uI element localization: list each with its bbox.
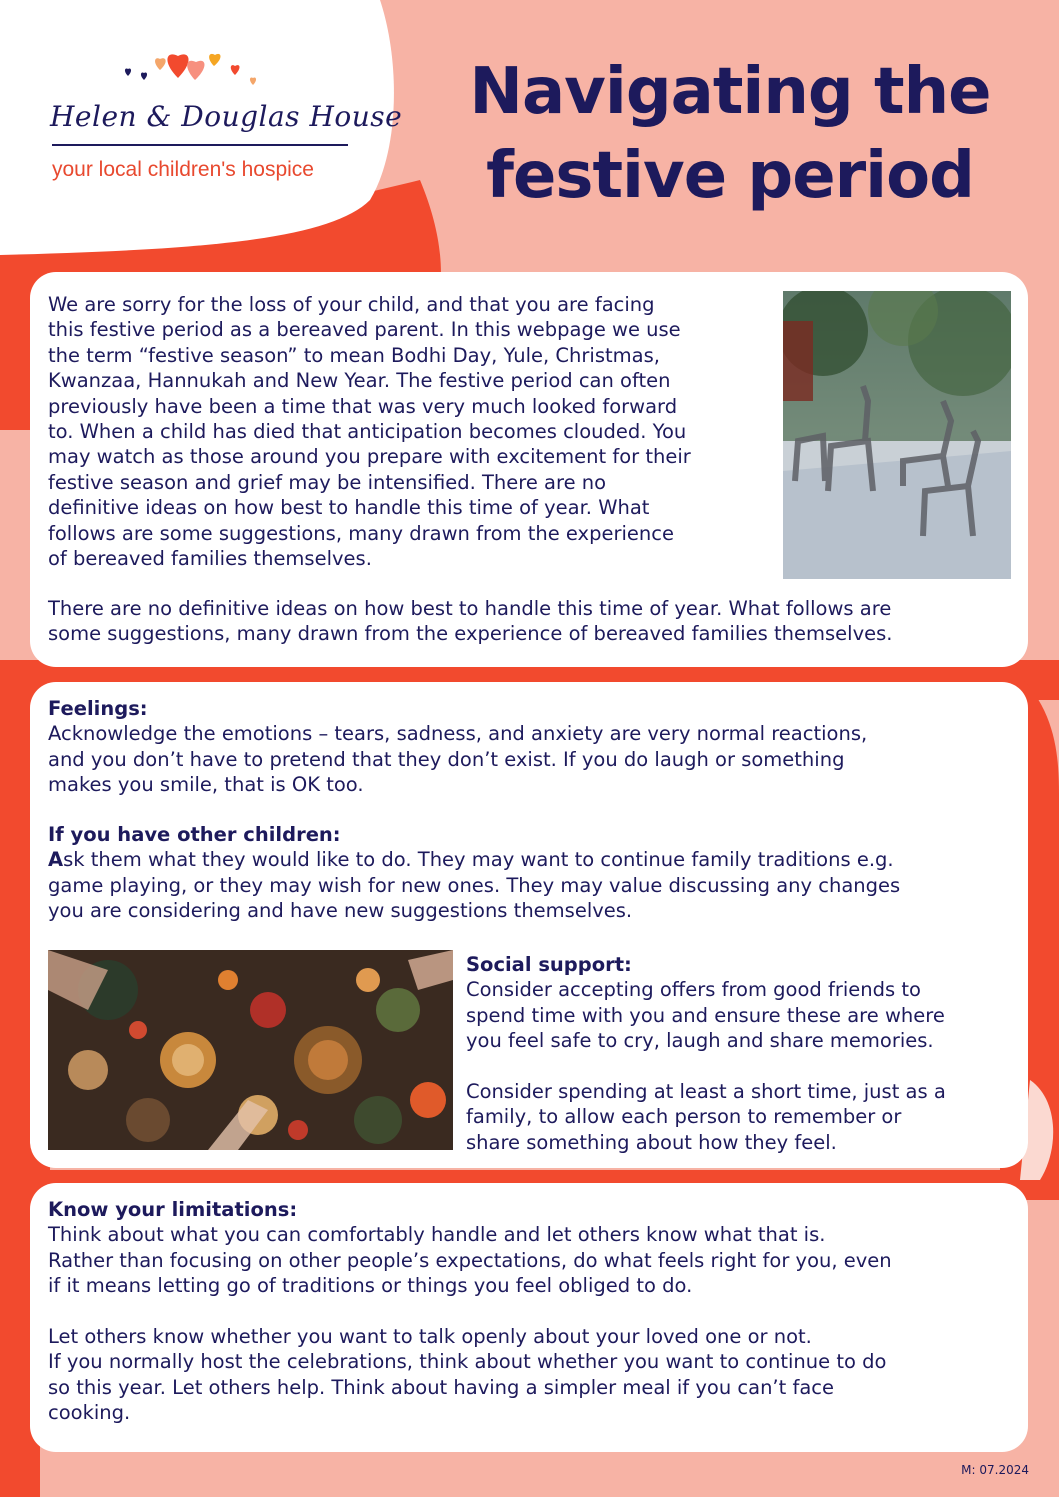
- other-children-section: [48, 822, 1018, 924]
- social-support-line: Consider spending at least a short time, just as a: [466, 1080, 946, 1104]
- other-children-line: you are considering and have new suggestions themselves.: [48, 899, 633, 923]
- intro-line: There are no definitive ideas on how best to handle this time of year. What follows are: [48, 597, 892, 620]
- advice-card: [30, 682, 1028, 1168]
- intro-line: the term “festive season” to mean Bodhi Day, Yule, Christmas,: [48, 343, 660, 367]
- feelings-line: and you don’t have to pretend that they don’t exist. If you do laugh or something: [48, 747, 845, 771]
- limitations-heading: Know your limitations:: [48, 1198, 298, 1221]
- social-support-line: share something about how they feel.: [466, 1130, 837, 1154]
- intro-paragraph-1: [48, 292, 788, 571]
- limitations-line: Think about what you can comfortably handle and let others know what that is.: [48, 1223, 826, 1247]
- social-support-line: family, to allow each person to remember or: [466, 1105, 902, 1129]
- intro-line: festive season and grief may be intensified. There are no: [48, 470, 607, 494]
- title-line-1: Navigating the: [469, 55, 991, 129]
- first-line-rest: sk them what they would like to do. They may want to continue family traditions e.g.: [63, 848, 894, 872]
- limitations-line: If you normally host the celebrations, think about whether you want to continue to do: [48, 1350, 887, 1374]
- intro-line: previously have been a time that was very much looked forward: [48, 394, 678, 418]
- social-support-line: Consider accepting offers from good friends to: [466, 978, 921, 1002]
- intro-line: follows are some suggestions, many drawn from the experience: [48, 521, 674, 545]
- intro-paragraph-2: [48, 596, 1018, 647]
- feelings-line: makes you smile, that is OK too.: [48, 773, 364, 797]
- social-support-line: you feel safe to cry, laugh and share memories.: [466, 1029, 934, 1053]
- reindeer-photo: [783, 291, 1011, 579]
- document-code: M: 07.2024: [961, 1463, 1029, 1477]
- limitations-section: [48, 1197, 1018, 1426]
- logo-tagline: your local children's hospice: [52, 158, 314, 181]
- hospice-logo[interactable]: [30, 40, 403, 200]
- social-support-heading: Social support:: [466, 953, 632, 976]
- feelings-section: [48, 696, 1018, 798]
- drop-letter: A: [48, 848, 64, 872]
- limitations-line: so this year. Let others help. Think about having a simpler meal if you can’t face: [48, 1375, 834, 1399]
- spacer: [466, 1054, 1016, 1079]
- intro-line: Kwanzaa, Hannukah and New Year. The festive period can often: [48, 369, 671, 393]
- hearts-icon: [70, 40, 270, 100]
- feelings-line: Acknowledge the emotions – tears, sadness, and anxiety are very normal reactions,: [48, 722, 868, 746]
- intro-line: may watch as those around you prepare with excitement for their: [48, 445, 691, 469]
- intro-line: to. When a child has died that anticipation becomes clouded. You: [48, 420, 687, 444]
- limitations-line: Let others know whether you want to talk openly about your loved one or not.: [48, 1325, 812, 1349]
- spacer: [48, 1299, 1018, 1324]
- intro-line: We are sorry for the loss of your child, and that you are facing: [48, 293, 655, 316]
- logo-name: Helen & Douglas House: [50, 100, 403, 133]
- social-support-line: spend time with you and ensure these are where: [466, 1003, 945, 1027]
- intro-line: definitive ideas on how best to handle this time of year. What: [48, 496, 650, 520]
- other-children-line: game playing, or they may wish for new ones. They may value discussing any changes: [48, 873, 901, 897]
- intro-line: of bereaved families themselves.: [48, 547, 372, 571]
- logo-underline: [52, 144, 348, 146]
- limitations-line: cooking.: [48, 1401, 131, 1425]
- social-support-section: [466, 952, 1016, 1155]
- festive-table-photo: [48, 950, 453, 1150]
- intro-line: some suggestions, many drawn from the experience of bereaved families themselves.: [48, 622, 893, 646]
- limitations-line: if it means letting go of traditions or things you feel obliged to do.: [48, 1274, 693, 1298]
- other-children-heading: If you have other children:: [48, 823, 341, 846]
- limitations-card: [30, 1183, 1028, 1452]
- page-title: [420, 50, 1040, 218]
- feelings-heading: Feelings:: [48, 697, 148, 720]
- other-children-line: [48, 847, 1018, 872]
- title-line-2: festive period: [486, 139, 974, 213]
- limitations-line: Rather than focusing on other people’s expectations, do what feels right for you, even: [48, 1248, 892, 1272]
- intro-line: this festive period as a bereaved parent. In this webpage we use: [48, 318, 681, 342]
- intro-card: [30, 272, 1028, 667]
